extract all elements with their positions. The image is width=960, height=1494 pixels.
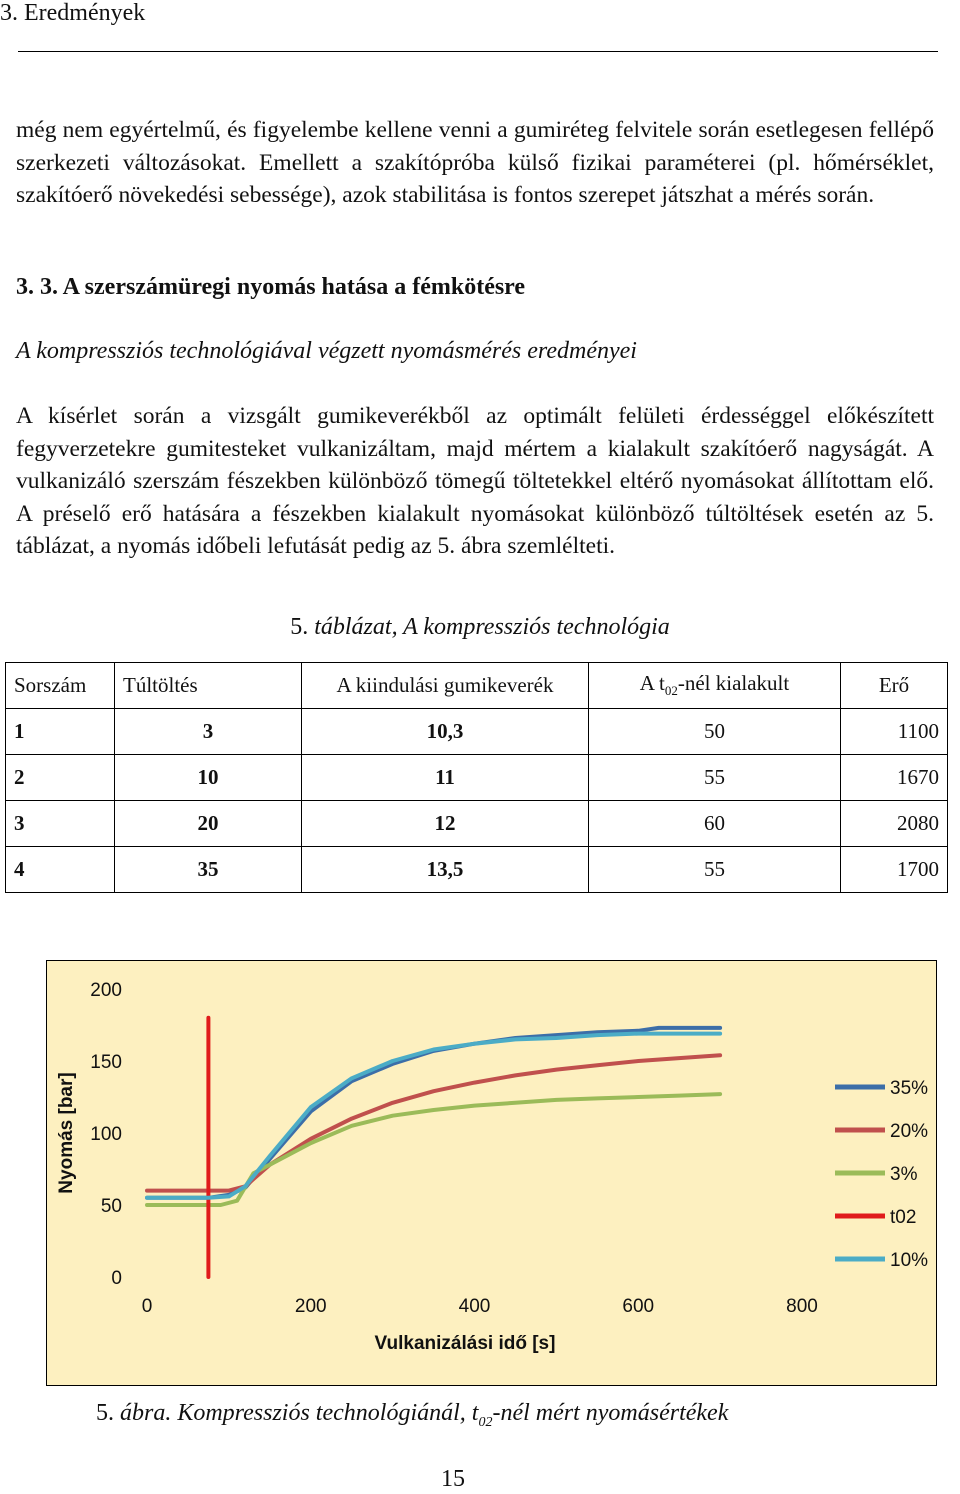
section-header: 3. Eredmények	[0, 0, 146, 26]
x-axis-label: Vulkanizálási idő [s]	[374, 1333, 556, 1354]
series-line-35%	[147, 1028, 720, 1198]
table-cell: 1100	[841, 709, 948, 755]
y-axis-label: Nyomás [bar]	[56, 1072, 77, 1194]
table-cell: 2	[6, 755, 115, 801]
table-row	[6, 847, 948, 893]
table-cell: 55	[589, 847, 841, 893]
table-caption	[0, 614, 960, 641]
legend-label: 10%	[890, 1250, 929, 1271]
table-cell: 4	[6, 847, 115, 893]
table-cell: 1	[6, 709, 115, 755]
table-cell: 55	[589, 755, 841, 801]
table-header-row	[6, 663, 948, 709]
x-axis	[142, 1296, 818, 1317]
subsection-heading: A kompressziós technológiával végzett nyomásmérés eredményei	[16, 338, 637, 364]
chart-series	[147, 1018, 720, 1277]
table-cell: 12	[302, 801, 589, 847]
y-tick-label: 0	[111, 1268, 122, 1289]
legend-label: 35%	[890, 1078, 929, 1099]
table-cell: 35	[115, 847, 302, 893]
y-tick-label: 150	[90, 1052, 122, 1073]
x-tick-label: 600	[622, 1296, 655, 1317]
legend-label: t02	[890, 1207, 917, 1228]
x-tick-label: 200	[294, 1296, 327, 1317]
paragraph-2: A kísérlet során a vizsgált gumikeverékből az optimált felületi érdességgel előkészített fegyverzetekre gumitesteket vulkanizáltam, majd mértem a kialakult szakítóerő nagyságát. A vulkanizáló szerszám fészekben különböző tömegű töltetekkel eltérő nyomásokat állítottam elő. A préselő erő hatására a fészekben kialakult nyomásokat különböző túltöltések esetén az 5. táblázat, a nyomás időbeli lefutását pedig az 5. ábra szemlélteti.	[16, 403, 934, 559]
chart-svg	[47, 961, 936, 1385]
series-line-20%	[147, 1055, 720, 1190]
table-cell: 2080	[841, 801, 948, 847]
chart-legend	[835, 1078, 928, 1271]
figure-caption: 5. ábra. Kompressziós technológiánál, $t_{02}$-nél mért nyomásértékek	[96, 1400, 729, 1430]
legend-label: 20%	[890, 1121, 929, 1142]
th-ero: Erő	[841, 663, 948, 709]
pressure-chart	[46, 960, 937, 1386]
table-cell: 10	[115, 755, 302, 801]
section-heading: 3. 3. A szerszámüregi nyomás hatása a fémkötésre	[16, 274, 526, 300]
th-t02: A $t_{02}$-nél kialakult	[589, 663, 841, 709]
legend-label: 3%	[890, 1164, 918, 1185]
paragraph-1: még nem egyértelmű, és figyelembe kellene venni a gumiréteg felvitele során esetlegesen fellépő szerkezeti változásokat. Emellett a szakítópróba külső fizikai paraméterei (pl. hőmérséklet, szakítóerő növekedési sebessége), azok stabilitása is fontos szerepet játszhat a mérés során.	[16, 117, 934, 208]
table-cell: 50	[589, 709, 841, 755]
table-cell: 11	[302, 755, 589, 801]
th-tultoltes: Túltöltés	[115, 663, 302, 709]
th-kiindulasi: A kiindulási gumikeverék	[302, 663, 589, 709]
page-number: 15	[441, 1466, 465, 1492]
series-line-10%	[147, 1034, 720, 1198]
table-cell: 3	[6, 801, 115, 847]
x-tick-label: 400	[458, 1296, 491, 1317]
table-cell: 13,5	[302, 847, 589, 893]
header-rule	[18, 51, 938, 52]
table-cell: 20	[115, 801, 302, 847]
x-tick-label: 0	[141, 1296, 153, 1317]
table-row	[6, 755, 948, 801]
table-cell: 60	[589, 801, 841, 847]
y-tick-label: 100	[90, 1124, 122, 1145]
table-cell: 1700	[841, 847, 948, 893]
x-tick-label: 800	[786, 1296, 818, 1317]
y-tick-label: 50	[100, 1196, 122, 1217]
table-row	[6, 709, 948, 755]
table-caption-number: 5.	[290, 614, 309, 640]
table-cell: 10,3	[302, 709, 589, 755]
table-cell: 1670	[841, 755, 948, 801]
table-row	[6, 801, 948, 847]
results-table	[5, 662, 948, 893]
y-tick-label: 200	[90, 980, 122, 1001]
table-caption-text: táblázat, A kompressziós technológia	[314, 614, 670, 640]
table-cell: 3	[115, 709, 302, 755]
th-sorszam: Sorszám	[6, 663, 115, 709]
y-axis	[90, 980, 122, 1289]
